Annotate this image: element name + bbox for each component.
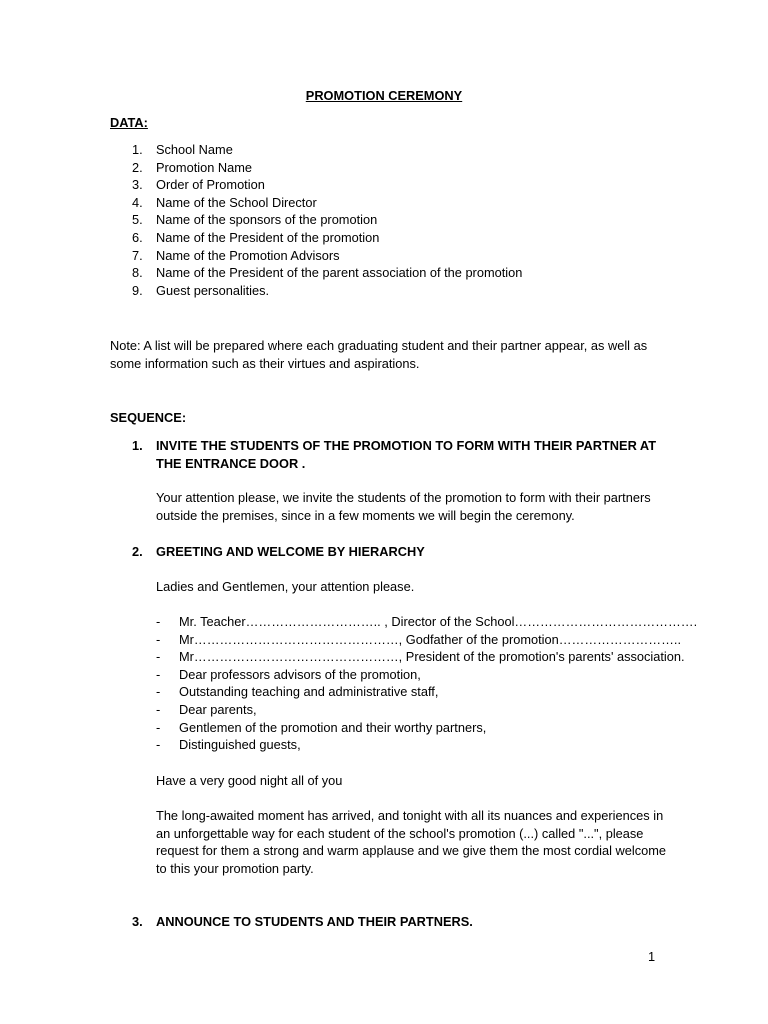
dash-bullet: -: [156, 631, 161, 647]
greeting-item: [156, 736, 697, 754]
data-heading: DATA:: [110, 115, 148, 130]
greeting-item: [156, 666, 697, 684]
list-item-text: Name of the President of the promotion: [156, 229, 380, 245]
sequence-step-3: [110, 913, 670, 931]
greetings-list: [156, 613, 697, 754]
greeting-text: Gentlemen of the promotion and their worthy partners,: [179, 719, 487, 735]
step-title: ANNOUNCE TO STUDENTS AND THEIR PARTNERS.: [156, 914, 473, 929]
list-item-number: 5.: [132, 212, 143, 228]
list-item-number: 9.: [132, 282, 143, 298]
greeting-text: Mr. Teacher………………………….. , Director of the School…………………………………….: [179, 614, 698, 629]
greeting-text: Outstanding teaching and administrative staff,: [179, 684, 439, 700]
list-item-text: Name of the School Director: [156, 194, 317, 210]
list-item-text: Name of the Promotion Advisors: [156, 247, 340, 263]
step-title: INVITE THE STUDENTS OF THE PROMOTION TO FORM WITH THEIR PARTNER AT THE ENTRANCE DOOR .: [156, 438, 657, 471]
list-item-number: 4.: [132, 194, 143, 210]
list-item: [110, 229, 522, 247]
step-number: 1.: [132, 438, 143, 453]
list-item-number: 7.: [132, 247, 143, 263]
dash-bullet: -: [156, 649, 161, 665]
dash-bullet: -: [156, 701, 161, 717]
list-item: [110, 247, 522, 265]
list-item-text: Name of the President of the parent association of the promotion: [156, 265, 523, 281]
greeting-item: [156, 613, 697, 631]
list-item-text: Guest personalities.: [156, 282, 270, 298]
list-item-number: 8.: [132, 265, 143, 281]
greeting-item: [156, 648, 697, 666]
step-2-welcome-paragraph: The long-awaited moment has arrived, and tonight with all its nuances and experiences in an unforgettable way for each student of the school's promotion (...) called "...", please request for them a strong and warm applause and we give them the most cordial welcome to this your promotion party.: [156, 808, 667, 876]
data-list: [110, 141, 522, 299]
sequence-heading: SEQUENCE:: [110, 410, 187, 425]
list-item-number: 2.: [132, 159, 143, 175]
greeting-text: Dear parents,: [179, 701, 257, 717]
list-item: [110, 159, 522, 177]
list-item: [110, 141, 522, 159]
greeting-item: [156, 631, 697, 649]
greeting-item: [156, 683, 697, 701]
greeting-text: Distinguished guests,: [179, 737, 301, 753]
list-item: [110, 176, 522, 194]
dash-bullet: -: [156, 737, 161, 753]
list-item-text: School Name: [156, 142, 233, 157]
dash-bullet: -: [156, 684, 161, 700]
list-item-number: 6.: [132, 229, 143, 245]
list-item: [110, 211, 522, 229]
list-item: [110, 264, 522, 282]
dash-bullet: -: [156, 666, 161, 682]
sequence-step-2: [110, 543, 670, 561]
step-2-closing: Have a very good night all of you: [156, 773, 343, 788]
list-item: [110, 282, 522, 300]
step-1-paragraph: Your attention please, we invite the students of the promotion to form with their partners outside the premises, since in a few moments we will begin the ceremony.: [156, 490, 651, 523]
document-title: PROMOTION CEREMONY: [305, 88, 463, 103]
page-number: 1: [648, 949, 656, 964]
list-item-text: Promotion Name: [156, 159, 253, 175]
step-number: 3.: [132, 914, 143, 929]
dash-bullet: -: [156, 614, 161, 629]
step-2-intro: Ladies and Gentlemen, your attention please.: [156, 579, 415, 594]
step-title: GREETING AND WELCOME BY HIERARCHY: [156, 544, 425, 559]
dash-bullet: -: [156, 719, 161, 735]
greeting-item: [156, 701, 697, 719]
greeting-text: Mr…………………………………………, Godfather of the promotion………………………..: [179, 631, 682, 647]
list-item-text: Name of the sponsors of the promotion: [156, 212, 378, 228]
list-item-number: 3.: [132, 177, 143, 193]
sequence-step-1: [110, 437, 670, 472]
list-item-text: Order of Promotion: [156, 177, 265, 193]
note-paragraph: Note: A list will be prepared where each graduating student and their partner appear, as well as some information such as their virtues and aspirations.: [110, 338, 648, 371]
list-item: [110, 194, 522, 212]
step-number: 2.: [132, 544, 143, 559]
list-item-number: 1.: [132, 142, 143, 157]
greeting-text: Mr…………………………………………, President of the promotion's parents' association.: [179, 649, 685, 665]
greeting-item: [156, 719, 697, 737]
greeting-text: Dear professors advisors of the promotion,: [179, 666, 421, 682]
